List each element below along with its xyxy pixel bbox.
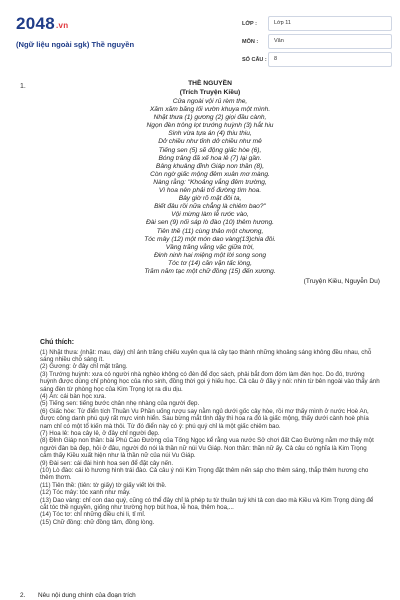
- meta-row-count: [242, 52, 392, 67]
- question-2-text: Nêu nội dung chính của đoạn trích: [38, 592, 136, 599]
- notes-section: [40, 339, 380, 526]
- poem-line: Còn ngờ giấc mộng đêm xuân mơ màng.: [150, 170, 270, 178]
- notes-heading: Chú thích:: [40, 339, 75, 346]
- meta-label-subject: MÔN :: [242, 38, 259, 45]
- note-item: (4) Án: cái bàn học xưa.: [40, 392, 107, 400]
- meta-info: [242, 16, 392, 70]
- poem-line: Trăm năm tạc một chữ đồng (15) đến xương.: [144, 267, 276, 275]
- note-item: (10) Lò đào: cái lò hương hình trái đào. Cả câu ý nói Kim Trọng đặt thêm nến sáp cho thêm sáng, thắp thêm hương cho thêm thơm.: [40, 467, 369, 482]
- note-item: (9) Đài sen: cái đài hình hoa sen để đặt cây nến.: [40, 459, 174, 467]
- poem-line: Đinh ninh hai miệng một lời song song: [153, 251, 267, 259]
- poem-line: Nàng rằng: "Khoảng vắng đêm trường,: [153, 178, 267, 186]
- site-logo[interactable]: [16, 14, 69, 34]
- lesson-subtitle: (Ngữ liệu ngoài sgk) Thề nguyền: [16, 40, 135, 49]
- meta-value-count: 8: [268, 52, 392, 67]
- meta-row-class: [242, 16, 392, 31]
- note-item: (6) Giấc hòe: Từ điển tích Thuần Vu Phần uống rượu say nằm ngủ dưới gốc cây hòe, rồi mơ thấy mình ở nước Hoè An, được công danh phú quý rất mực vinh hiển. Sau bừng mắt tỉnh dậy thì hoa ra đó là giấc mộng, thấy dưới cành hoè phía nam chỉ có một tổ kiến mà thôi. Từ đó điển này có ý: phú quý chỉ là một giấc chiêm bao.: [40, 407, 369, 430]
- poem-line: Tiên thề (11) cùng thảo một chương,: [156, 227, 264, 235]
- poem-line: Biết đâu rồi nữa chẳng là chiêm bao?": [154, 203, 266, 211]
- poem-line: Xăm xăm băng lối vườn khuya một mình.: [149, 106, 271, 114]
- poem-line: Đài sen (9) nối sáp lò đào (10) thêm hương.: [145, 219, 275, 227]
- question-2-number: 2.: [20, 592, 26, 599]
- note-item: (7) Hoa lê: hoa cây lê, ở đây chỉ người đẹp.: [40, 429, 160, 437]
- note-item: (13) Dao vàng: chỉ con dao quý, cũng có thể đây chỉ là phép tu từ thuần tuý khi tả con dao mà Kiều và Kim Trọng dùng để cắt tóc thề nguyền, giống như trường hợp bút hoa, lễ hoa, thêm hoa,...: [40, 496, 374, 512]
- poem-line: Nhặt thưa (1) gương (2) giọi đầu cành,: [153, 114, 267, 122]
- note-item: (15) Chữ đồng: chữ đồng tâm, đồng lòng.: [40, 518, 155, 526]
- poem-line: Tóc tơ (14) căn vặn tấc lòng,: [168, 259, 252, 267]
- poem-line: Vội mừng làm lễ rước vào,: [171, 211, 249, 219]
- question-number: 1.: [20, 83, 26, 90]
- note-item: (8) Đỉnh Giáp non thần: bài Phú Cao Đường của Tống Ngọc kể rằng vua nước Sở chơi đất Cao Đường nằm mơ thấy một người đàn bà đẹp, hỏi ở đâu, người đó nói là thần nữ núi Vu Giáp. Non thần: thần nữ ấy. Cả câu có nghĩa là Kim Trọng cảm thấy Kiều xuất hiện như là thần nữ của núi Vu Giáp.: [40, 437, 374, 460]
- meta-row-subject: [242, 34, 392, 49]
- poem-line: Tiếng sen (5) sẽ động giấc hòe (6),: [158, 146, 262, 154]
- poem-line: Tóc mây (12) một món dao vàng(13)chia đôi.: [144, 235, 276, 243]
- poem-subtitle: (Trích Truyện Kiều): [179, 88, 241, 96]
- note-item: (14) Tóc tơ: chỉ những điều chi li, tỉ mỉ.: [40, 511, 146, 519]
- poem-source: (Truyện Kiều, Nguyễn Du): [303, 278, 380, 286]
- poem-line: Dở chiều như tỉnh dở chiều như mê: [158, 138, 262, 146]
- poem-line: Sinh vừa tựa án (4) thiu thiu,: [168, 130, 252, 138]
- note-item: (3) Trướng huỳnh: xưa có người nhà nghèo không có đèn để đọc sách, phải bắt đom đóm làm đèn học. Do đó, trướng huỳnh được dùng chỉ phòng học của nho sinh, đồng thời gọi ý hiếu học. Cả câu ở đây ý nói: nhìn từ bên ngoài vào thấy ánh sáng đèn từ phòng học của Kim Trọng lọt ra dìu dịu.: [40, 370, 380, 393]
- poem-line: Vì hoa nên phải trổ đường tìm hoa.: [158, 187, 262, 195]
- poem-line: Vầng trăng vằng vặc giữa trời,: [165, 243, 255, 251]
- logo-text: 2048: [16, 14, 56, 33]
- logo-tld: .vn: [56, 21, 69, 30]
- notes-list: [40, 349, 380, 527]
- meta-label-class: LỚP :: [242, 20, 257, 27]
- meta-label-count: SỐ CÂU :: [242, 56, 267, 63]
- note-item: (1) Nhặt thưa: (nhặt: mau, dày) chỉ ánh trăng chiếu xuyên qua lá cây tạo thành những khoảng sáng không đều nhau, chỗ sáng nhiều chỗ sáng ít.: [40, 348, 372, 363]
- poem-title: THỀ NGUYỀN: [188, 80, 232, 87]
- poem-line: Bóng trăng đã xế hoa lê (7) lại gần.: [158, 154, 262, 162]
- poem-lines: [40, 98, 380, 276]
- poem-excerpt: [40, 80, 380, 286]
- note-item: (11) Tiên thề: (tiên: tờ giấy) tờ giấy viết lời thề.: [40, 481, 167, 489]
- meta-value-class: Lớp 11: [268, 16, 392, 31]
- header: [16, 10, 384, 66]
- question-2: [20, 592, 380, 599]
- note-item: (2) Gương: ở đây chỉ mặt trăng.: [40, 363, 128, 371]
- poem-line: Bây giờ rõ mặt đôi ta,: [178, 195, 242, 203]
- meta-value-subject: Văn: [268, 34, 392, 49]
- poem-line: Bâng khuâng đỉnh Giáp non thần (8),: [155, 162, 265, 170]
- poem-line: Cửa ngoài vội rủ rèm the,: [172, 98, 248, 105]
- note-item: (5) Tiếng sen: tiếng bước chân nhẹ nhàng của người đẹp.: [40, 400, 200, 408]
- poem-line: Ngọn đèn trông lọt trướng huỳnh (3) hắt hiu: [146, 122, 274, 130]
- note-item: (12) Tóc mây: tóc xanh như mây.: [40, 489, 131, 497]
